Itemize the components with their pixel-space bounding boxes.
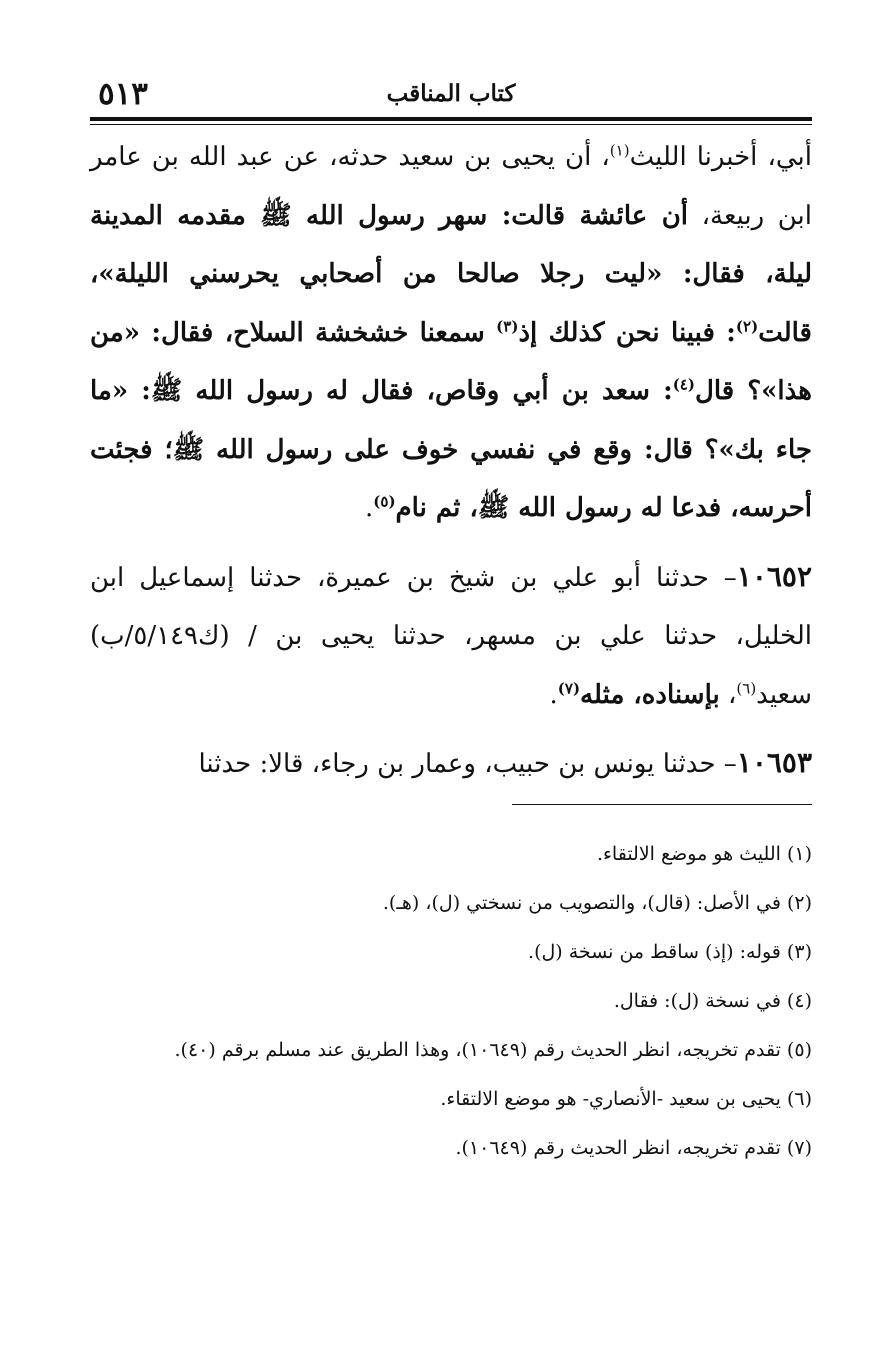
footnote-ref: (٢) xyxy=(735,316,759,335)
bold-text-span: بإسناده، مثله xyxy=(580,679,720,710)
footnote-ref: (٤) xyxy=(672,375,695,394)
footnote-item: (١) الليث هو موضع الالتقاء. xyxy=(596,843,812,865)
footnote-ref: (٣) xyxy=(496,316,519,335)
page-header xyxy=(90,76,812,116)
bold-text-span: سمعنا خشخشة السلاح، فقال: «من هذا»؟ قال xyxy=(90,317,812,406)
hadith-number: ١٠٦٥٢ xyxy=(736,559,812,593)
text-span: . xyxy=(365,493,374,523)
header-rule-thick xyxy=(90,117,812,121)
footnote-item: (٤) في نسخة (ل): فقال. xyxy=(613,990,812,1012)
footnote-item: (٧) تقدم تخريجه، انظر الحديث رقم (١٠٦٤٩). xyxy=(455,1137,812,1159)
bold-text-span: : فبينا نحن كذلك إذ xyxy=(518,317,736,348)
book-page xyxy=(90,0,812,1367)
footnote-ref: (٧) xyxy=(557,678,581,697)
page-number: ٥١٣ xyxy=(98,76,148,112)
footnote-item: (٢) في الأصل: (قال)، والتصويب من نسختي (ل)، (هـ). xyxy=(382,892,812,914)
footnote-ref: (٦) xyxy=(736,678,757,697)
footnote-separator xyxy=(512,804,812,805)
hadith-paragraph-10653 xyxy=(90,734,812,794)
text-span: ، أن يحيى بن سعيد حدثه، عن عبد الله بن عامر ابن ربيعة، xyxy=(90,142,812,231)
hadith-paragraph-continued xyxy=(90,128,812,538)
header-rule-thin xyxy=(90,124,812,125)
book-title: كتاب المناقب xyxy=(386,80,516,107)
hadith-number: ١٠٦٥٣ xyxy=(736,746,812,779)
text-span: – حدثنا يونس بن حبيب، وعمار بن رجاء، قالا: حدثنا xyxy=(198,749,737,779)
text-span: . xyxy=(549,679,558,710)
text-span: – حدثنا أبو علي بن شيخ بن عميرة، حدثنا إسماعيل ابن الخليل، حدثنا علي بن مسهر، حدثنا يحيى بن / (ك٥/١٤٩/ب) سعيد xyxy=(90,562,812,710)
footnotes-list xyxy=(90,830,812,1173)
hadith-paragraph-10652 xyxy=(90,548,812,725)
main-text xyxy=(90,128,812,804)
footnote-item: (٥) تقدم تخريجه، انظر الحديث رقم (١٠٦٤٩)، وهذا الطريق عند مسلم برقم (٤٠). xyxy=(174,1039,812,1061)
footnote-ref: (٥) xyxy=(373,492,396,511)
footnote-ref: (١) xyxy=(609,141,630,160)
bold-text-span: : سعد بن أبي وقاص، فقال له رسول الله ﷺ: «ما جاء بك»؟ قال: وقع في نفسي خوف على رسول الله ﷺ؛ فجئت أحرسه، فدعا له رسول الله ﷺ، ثم نام xyxy=(90,376,812,523)
footnote-item: (٦) يحيى بن سعيد -الأنصاري- هو موضع الالتقاء. xyxy=(440,1088,812,1110)
bold-text-span: أن عائشة قالت: سهر رسول الله ﷺ مقدمه المدينة ليلة، فقال: «ليت رجلا صالحا من أصحابي يحرسني الليلة»، قالت xyxy=(90,200,812,348)
text-span: ، xyxy=(719,679,737,710)
text-span: أبي، أخبرنا الليث xyxy=(629,142,812,172)
footnote-item: (٣) قوله: (إذ) ساقط من نسخة (ل). xyxy=(528,941,812,963)
